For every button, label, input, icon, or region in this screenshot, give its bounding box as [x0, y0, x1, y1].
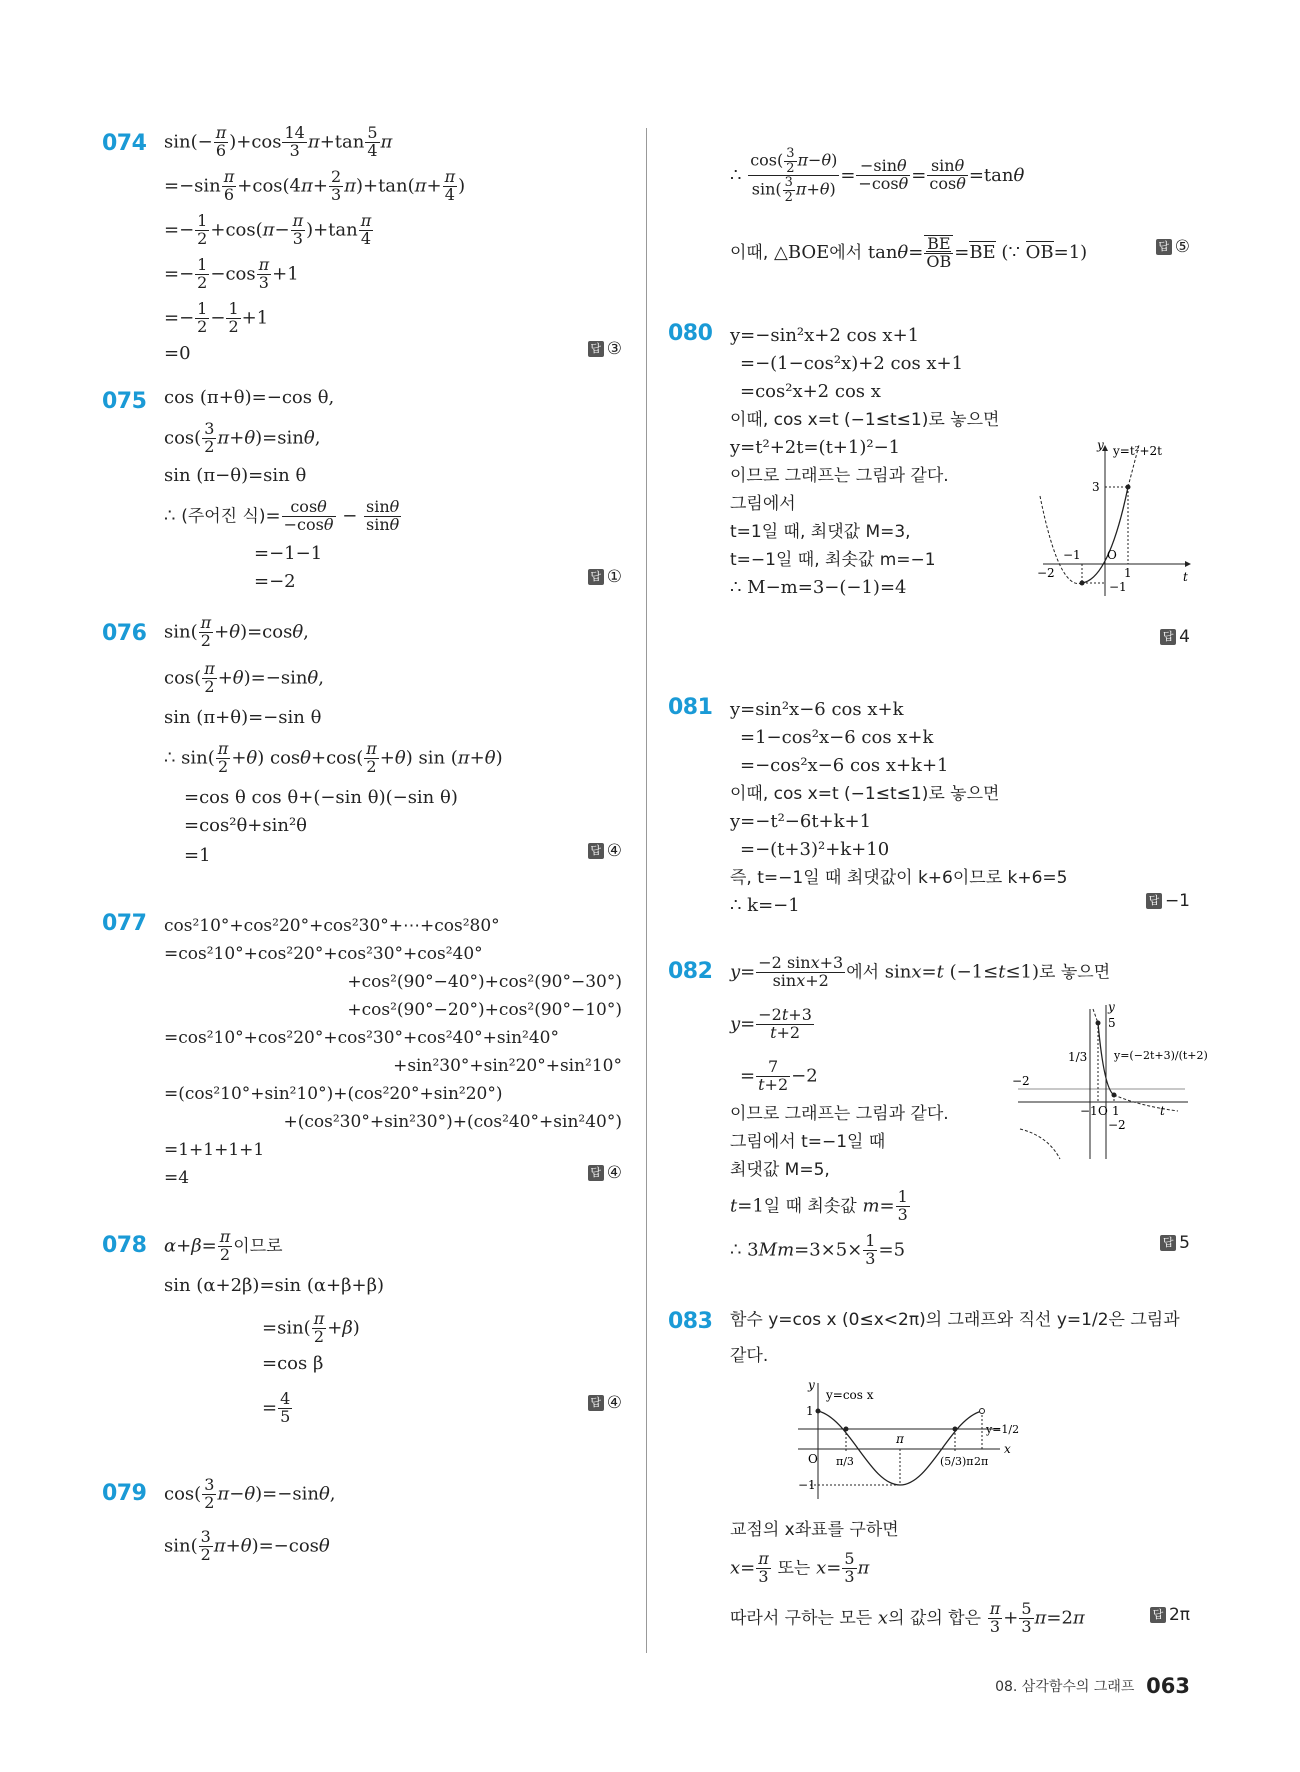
solution-line: =cos θ cos θ+(−sin θ)(−sin θ)	[184, 787, 458, 808]
solution-line: y= $\frac{-2 \sin x+3}{\sin x+2}$ 에서 sinx=t (−1≤t≤1)로 놓으면	[730, 953, 1111, 990]
problem-079	[102, 1475, 622, 1595]
x-label: x	[1004, 1442, 1011, 1456]
solution-line: +(cos²30°+sin²30°)+(cos²40°+sin²40°)	[283, 1112, 622, 1132]
y-label: y	[1097, 438, 1104, 452]
solution-line: =−1−1	[254, 543, 323, 564]
answer-icon: 답	[588, 341, 604, 357]
solution-line: =−cos²x−6 cos x+k+1	[740, 755, 949, 776]
tick-neg1: −1	[1063, 548, 1081, 562]
solution-line: x= $\frac{\pi}{3}$ 또는 x= $\frac{5}{3}$ π	[730, 1549, 870, 1586]
solution-line: sin (α+2β)=sin (α+β+β)	[164, 1275, 385, 1296]
problem-079-continued	[668, 125, 1193, 275]
solution-line: y=−t²−6t+k+1	[730, 811, 872, 832]
solution-line: cos( $\frac{3}{2}$ π−θ)=−sinθ,	[164, 1475, 336, 1512]
solution-line: 최댓값 M=5,	[730, 1160, 830, 1180]
solution-line: t=1일 때, 최댓값 M=3,	[730, 522, 911, 542]
problem-083	[668, 1305, 1193, 1675]
t-axis-arrow	[1185, 561, 1191, 567]
page-number: 063	[1146, 1674, 1190, 1698]
chapter-label: 08. 삼각함수의 그래프	[995, 1679, 1135, 1695]
solution-line: ∴ k=−1	[730, 895, 800, 916]
solution-line: =sin( $\frac{\pi}{2}$ +β)	[262, 1309, 360, 1346]
y-label: y	[1108, 1000, 1115, 1014]
solution-line: =(cos²10°+sin²10°)+(cos²20°+sin²20°)	[164, 1084, 503, 1104]
problem-number: 082	[668, 959, 713, 984]
problem-075	[102, 383, 622, 593]
solution-line: α+β= $\frac{\pi}{2}$ 이므로	[164, 1227, 283, 1264]
problem-number: 081	[668, 695, 713, 720]
max-point	[1096, 1021, 1101, 1026]
curve-label: y=(−2t+3)/(t+2)	[1114, 1049, 1208, 1062]
answer-box: 답 −1	[1146, 891, 1190, 911]
solution-line: 그림에서 t=−1일 때	[730, 1132, 886, 1152]
graph-080	[1035, 438, 1195, 601]
solution-line: =−2	[254, 571, 296, 592]
solution-line: cos( $\frac{\pi}{2}$ +θ)=−sinθ,	[164, 659, 324, 696]
problem-number: 077	[102, 911, 147, 936]
answer-icon: 답	[588, 569, 604, 585]
solution-line: 이때, △BOE에서 tanθ= $\frac{BE}{OB}$ =BE (∵ OB=1)	[730, 234, 1088, 271]
solution-line: cos²10°+cos²20°+cos²30°+⋯+cos²80°	[164, 916, 500, 936]
curve-label: y=t²+2t	[1113, 444, 1162, 458]
solution-line: =1+1+1+1	[164, 1140, 265, 1160]
solution-line: ∴ M−m=3−(−1)=4	[730, 577, 907, 598]
curve-dashed-lower-branch	[1020, 1129, 1060, 1159]
solution-line: 이때, cos x=t (−1≤t≤1)로 놓으면	[730, 784, 1000, 804]
tick-3: 3	[1092, 480, 1100, 494]
y-label: y	[808, 1378, 815, 1392]
min-point	[1080, 581, 1085, 586]
origin-label: O	[808, 1452, 818, 1466]
solution-line: sin(− $\frac{\pi}{6}$ )+cos $\frac{14}{3}$ π+tan $\frac{5}{4}$ π	[164, 123, 393, 160]
answer-icon: 답	[1160, 1235, 1176, 1251]
tick-5pi-over-3: (5/3)π	[940, 1455, 974, 1468]
solution-line: =−(1−cos²x)+2 cos x+1	[740, 353, 964, 374]
solution-line: t=1일 때 최솟값 m= $\frac{1}{3}$	[730, 1187, 908, 1224]
intersection-1	[844, 1427, 849, 1432]
origin-label: O	[1107, 548, 1117, 562]
solution-line: =−sin $\frac{\pi}{6}$ +cos(4π+ $\frac{2}{3}$ π)+tan(π+ $\frac{\pi}{4}$ )	[164, 167, 466, 204]
answer-icon: 답	[588, 1395, 604, 1411]
curve-label: y=cos x	[826, 1388, 874, 1402]
problem-080	[668, 321, 1193, 661]
tick-neg2-y: −2	[1108, 1118, 1126, 1132]
answer-box: 답 4	[1160, 627, 1190, 647]
answer-icon: 답	[1160, 629, 1176, 645]
answer-box: 답 ④	[588, 841, 622, 861]
solution-line: = $\frac{7}{t+2}$ −2	[740, 1057, 818, 1094]
solution-line: ∴ sin( $\frac{\pi}{2}$ +θ) cosθ+cos( $\frac{\pi}{2}$ +θ) sin (π+θ)	[164, 739, 503, 776]
graph-082	[1010, 1000, 1208, 1161]
solution-line: =cos²θ+sin²θ	[184, 815, 308, 836]
problem-076	[102, 615, 622, 875]
problem-number: 083	[668, 1309, 713, 1334]
tick-1: 1	[1124, 566, 1132, 580]
solution-line: y= $\frac{-2t+3}{t+2}$	[730, 1005, 812, 1042]
answer-box: 답 ④	[588, 1163, 622, 1183]
tick-2pi: 2π	[974, 1455, 989, 1468]
start-point	[816, 1409, 821, 1414]
solution-line: =cos²10°+cos²20°+cos²30°+cos²40°+sin²40°	[164, 1028, 559, 1048]
t-label: t	[1183, 570, 1188, 584]
line-label: y=1/2	[986, 1423, 1020, 1436]
solution-line: =cos²x+2 cos x	[740, 381, 881, 402]
tick-1: 1	[1112, 1104, 1120, 1118]
solution-line: t=−1일 때, 최솟값 m=−1	[730, 550, 936, 570]
solution-line: 그림에서	[730, 494, 796, 514]
tick-neg1-y: −1	[1109, 580, 1127, 594]
tick-neg1: −1	[1080, 1104, 1098, 1118]
intersection-2	[953, 1427, 958, 1432]
solution-line: =− $\frac{1}{2}$ − $\frac{1}{2}$ +1	[164, 299, 269, 336]
answer-icon: 답	[1150, 1607, 1166, 1623]
solution-line: 이므로 그래프는 그림과 같다.	[730, 1104, 949, 1124]
answer-icon: 답	[1146, 893, 1162, 909]
solution-line: =−(t+3)²+k+10	[740, 839, 890, 860]
solution-line: =cos β	[262, 1353, 324, 1374]
t-label: t	[1160, 1104, 1165, 1118]
origin-label: O	[1098, 1104, 1108, 1118]
problem-078	[102, 1225, 622, 1435]
problem-number: 078	[102, 1233, 147, 1258]
solution-line: cos( $\frac{3}{2}$ π+θ)=sinθ,	[164, 419, 321, 456]
solution-line: = $\frac{4}{5}$	[262, 1389, 291, 1426]
problem-074	[102, 125, 622, 395]
solution-line: y=−sin²x+2 cos x+1	[730, 325, 920, 346]
problem-number: 080	[668, 321, 713, 346]
solution-line: sin (π−θ)=sin θ	[164, 465, 307, 486]
solution-line: sin (π+θ)=−sin θ	[164, 707, 322, 728]
max-point	[1126, 485, 1131, 490]
answer-box: 답 ①	[588, 567, 622, 587]
answer-box: 답 ⑤	[1156, 237, 1190, 257]
tick-5: 5	[1108, 1016, 1116, 1030]
problem-number: 074	[102, 131, 147, 156]
tick-pi: π	[896, 1432, 904, 1446]
answer-box: 답 2π	[1150, 1605, 1190, 1625]
solution-line: =− $\frac{1}{2}$ +cos(π− $\frac{\pi}{3}$ )+tan $\frac{\pi}{4}$	[164, 211, 372, 248]
problem-number: 076	[102, 621, 147, 646]
solution-line: +sin²30°+sin²20°+sin²10°	[393, 1056, 622, 1076]
problem-077	[102, 911, 622, 1191]
problem-number: 075	[102, 389, 147, 414]
solution-line: =1	[184, 845, 211, 866]
solution-line: =4	[164, 1168, 190, 1188]
solution-line: =− $\frac{1}{2}$ −cos $\frac{\pi}{3}$ +1	[164, 255, 299, 292]
end-point-open	[980, 1409, 985, 1414]
solution-line: sin( $\frac{\pi}{2}$ +θ)=cosθ,	[164, 613, 309, 650]
solution-line: 같다.	[730, 1346, 769, 1366]
solution-line: 즉, t=−1일 때 최댓값이 k+6이므로 k+6=5	[730, 868, 1068, 888]
solution-line: 함수 y=cos x (0≤x<2π)의 그래프와 직선 y=1/2은 그림과	[730, 1310, 1180, 1330]
solution-line: =cos²10°+cos²20°+cos²30°+cos²40°	[164, 944, 483, 964]
solution-line: =0	[164, 343, 191, 364]
solution-line: y=t²+2t=(t+1)²−1	[730, 437, 901, 458]
answer-icon: 답	[588, 1165, 604, 1181]
solution-line: ∴ (주어진 식)= $\frac{\cos\theta}{-\cos\theta}$ − $\frac{\sin\theta}{\sin\theta}$	[164, 497, 400, 534]
solution-line: cos (π+θ)=−cos θ,	[164, 387, 335, 408]
problem-number: 079	[102, 1481, 147, 1506]
solution-line: =1−cos²x−6 cos x+k	[740, 727, 934, 748]
solution-line: +cos²(90°−20°)+cos²(90°−10°)	[347, 1000, 622, 1020]
tick-pi-over-3: π/3	[836, 1455, 854, 1468]
problem-081	[668, 695, 1193, 915]
solution-line: sin( $\frac{3}{2}$ π+θ)=−cosθ	[164, 1527, 330, 1564]
answer-icon: 답	[1156, 239, 1172, 255]
page-footer	[995, 1674, 1190, 1698]
solution-line: y=sin²x−6 cos x+k	[730, 699, 904, 720]
column-divider	[646, 128, 647, 1653]
solution-line: ∴ 3Mm=3×5× $\frac{1}{3}$ =5	[730, 1231, 906, 1268]
problem-082	[668, 953, 1208, 1275]
solution-line: +cos²(90°−40°)+cos²(90°−30°)	[347, 972, 622, 992]
answer-icon: 답	[588, 843, 604, 859]
graph-083	[790, 1379, 1050, 1509]
solution-line: 이때, cos x=t (−1≤t≤1)로 놓으면	[730, 410, 1000, 430]
tick-neg1: −1	[798, 1478, 816, 1492]
curve-dashed-right	[1114, 1095, 1178, 1111]
tick-neg2: −2	[1037, 566, 1055, 580]
solution-line: 교점의 x좌표를 구하면	[730, 1520, 899, 1540]
answer-box: 답 ③	[588, 339, 622, 359]
tick-one-third: 1/3	[1068, 1050, 1088, 1064]
solution-line: 따라서 구하는 모든 x의 값의 합은 $\frac{\pi}{3}$ + $\frac{5}{3}$ π=2π	[730, 1599, 1085, 1636]
solution-line: 이므로 그래프는 그림과 같다.	[730, 466, 949, 486]
tick-1: 1	[806, 1404, 814, 1418]
answer-box: 답 5	[1160, 1233, 1190, 1253]
tick-neg2: −2	[1012, 1074, 1030, 1088]
min-point	[1112, 1093, 1117, 1098]
answer-box: 답 ④	[588, 1393, 622, 1413]
solution-line: ∴ cos( $\frac{3}{2}$ π−θ) sin( $\frac{3}{2}$ π+θ) = $\frac{-\sin\theta}{-\cos\theta}$ = $\frac{\sin\theta}{\cos\theta}$ =tanθ	[730, 146, 1025, 205]
